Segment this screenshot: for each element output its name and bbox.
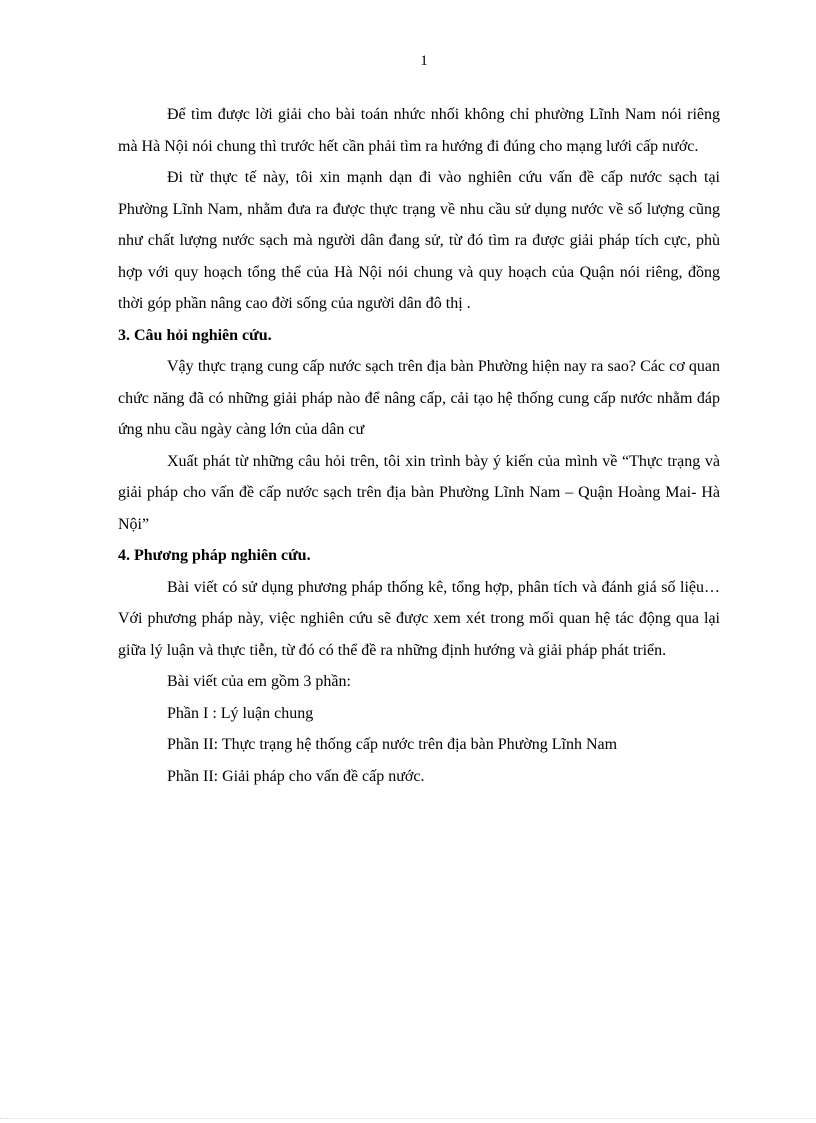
outline-intro: Bài viết của em gồm 3 phần: (167, 673, 351, 690)
section-4-heading: 4. Phương pháp nghiên cứu. (118, 547, 311, 564)
section-3-paragraph-1: Vậy thực trạng cung cấp nước sạch trên địa bàn Phường hiện nay ra sao? Các cơ quan chức năng đã có những giải pháp nào để nâng cấp, cải tạo hệ thống cung cấp nước nhằm đáp ứng nhu cầu ngày càng lớn của dân cư (118, 358, 720, 438)
section-3-paragraph-2: Xuất phát từ những câu hỏi trên, tôi xin trình bày ý kiến của mình về “Thực trạng và giải pháp cho vấn đề cấp nước sạch trên địa bàn Phường Lĩnh Nam – Quận Hoàng Mai- Hà Nội” (118, 452, 720, 533)
outline-item-part-2: Phần II: Thực trạng hệ thống cấp nước trên địa bàn Phường Lĩnh Nam (167, 736, 618, 753)
outline-item-part-1: Phần I : Lý luận chung (167, 704, 314, 722)
intro-paragraph-1: Để tìm được lời giải cho bài toán nhức nhối không chỉ phường Lĩnh Nam nói riêng mà Hà Nội nói chung thì trước hết cần phải tìm ra hướng đi đúng cho mạng lưới cấp nước. (118, 106, 720, 155)
section-3-heading: 3. Câu hỏi nghiên cứu. (118, 326, 272, 344)
intro-paragraph-2: Đi từ thực tế này, tôi xin mạnh dạn đi vào nghiên cứu vấn đề cấp nước sạch tại Phường Lĩnh Nam, nhằm đưa ra được thực trạng về nhu cầu sử dụng nước về số lượng cũng như chất lượng nước sạch mà người dân đang sử, từ đó tìm ra được giải pháp tích cực, phù hợp với quy hoạch tổng thể của Hà Nội nói chung và quy hoạch của Quận nói riêng, đồng thời góp phần nâng cao đời sống của người dân đô thị . (118, 169, 720, 312)
section-4-paragraph-1: Bài viết có sử dụng phương pháp thống kê, tổng hợp, phân tích và đánh giá số liệu… Với phương pháp này, việc nghiên cứu sẽ được xem xét trong mối quan hệ tác động qua lại giữa lý luận và thực tiễn, từ đó có thể đề ra những định hướng và giải pháp phát triển. (118, 578, 720, 659)
document-body (118, 99, 720, 792)
page-bottom-divider (0, 1118, 816, 1119)
outline-item-part-3: Phần II: Giải pháp cho vấn đề cấp nước. (167, 767, 425, 785)
page-number: 1 (420, 53, 428, 69)
